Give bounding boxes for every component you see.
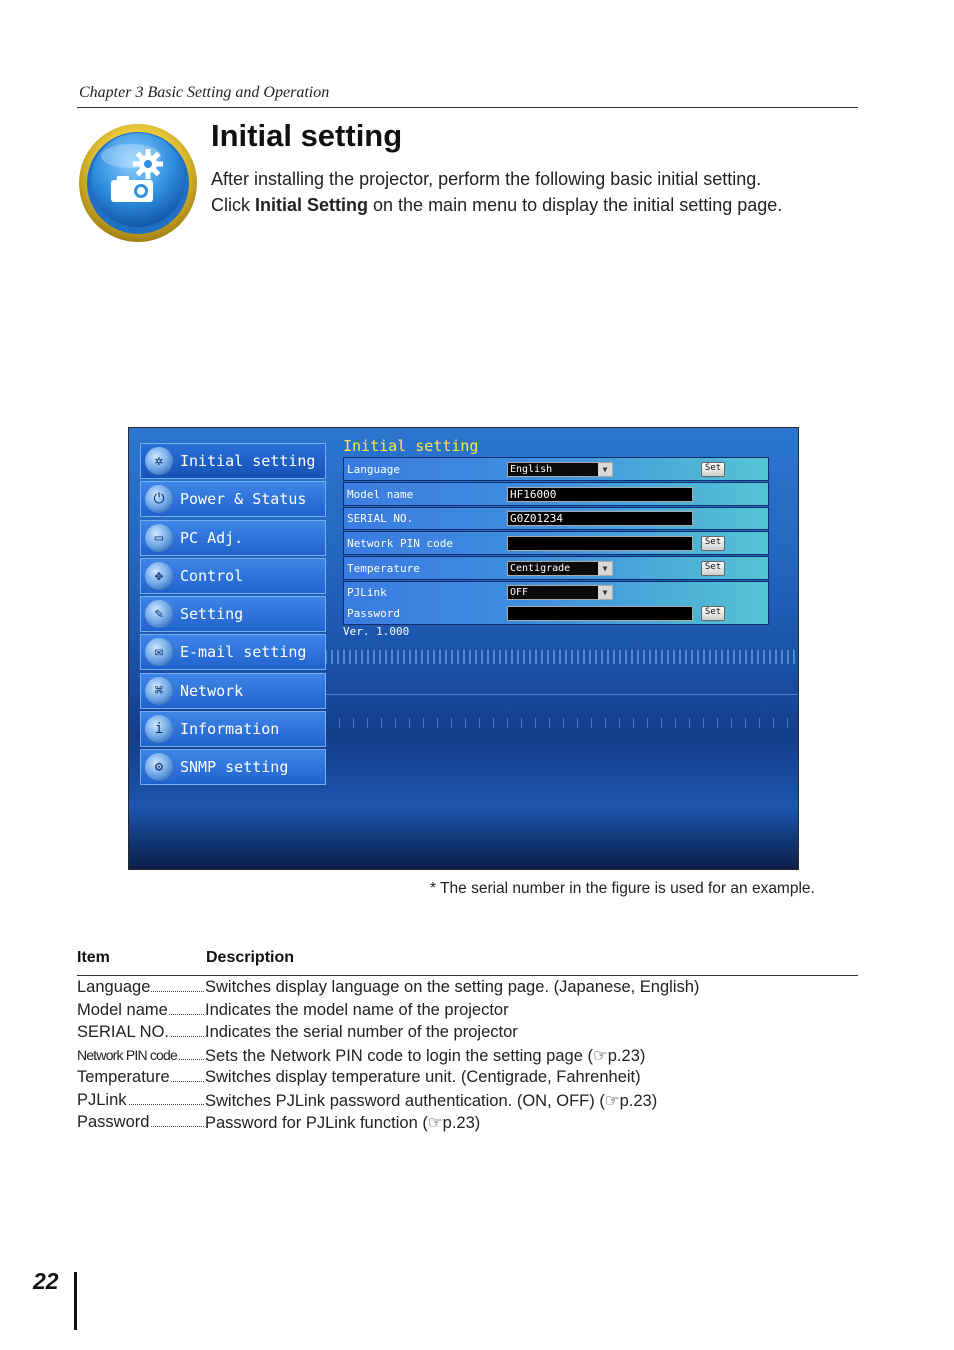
initial-setting-emphasis: Initial Setting [255,195,369,215]
network-pin-input[interactable] [507,536,693,551]
menu-item-network[interactable] [140,673,326,709]
menu-item-power-status[interactable] [140,481,326,517]
menu-item-label: Power & Status [180,490,307,509]
page-number-bar [74,1272,77,1330]
table-row [77,1001,858,1024]
menu-item-label: Information [180,720,280,739]
network-pin-row [343,531,769,555]
table-row [77,1068,858,1091]
decorative-line [325,694,798,695]
table-divider [77,975,858,976]
menu-item-control[interactable] [140,558,326,594]
network-icon: ⌘ [145,677,173,705]
language-label: Language [347,462,400,476]
table-row [77,1113,858,1136]
intro-line-2-prefix: Click [211,195,255,215]
row-item-name: Temperature [77,1068,170,1086]
password-input[interactable] [507,606,693,621]
row-description: Indicates the model name of the projector [205,1000,509,1019]
model-name-control [507,487,693,502]
table-row [77,1023,858,1046]
header-divider [77,107,858,108]
pjlink-select[interactable] [507,585,613,600]
menu-item-label: Initial setting [180,452,316,470]
row-item-name: Network PIN code [77,1046,178,1063]
row-description: Switches display temperature unit. (Centigrade, Fahrenheit) [205,1068,641,1086]
language-control [507,462,693,477]
column-header-description: Description [206,949,295,966]
model-name-label: Model name [347,487,414,501]
row-item-name: SERIAL NO. [77,1023,169,1041]
menu-item-label: Setting [180,605,244,624]
page-number: 22 [33,1268,59,1294]
language-row [343,457,769,481]
password-label: Password [347,607,400,620]
table-row [77,1091,858,1114]
row-item [77,1001,206,1020]
control-pad-icon: ✥ [145,562,173,590]
row-description: Switches display language on the setting page. (Japanese, English) [205,978,700,996]
pjlink-subrow [344,582,768,603]
serial-no-control [507,511,693,526]
menu-item-initial-setting[interactable] [140,443,326,479]
password-subrow [344,603,768,624]
projector-settings-icon [77,122,199,244]
chevron-down-icon: ▼ [598,562,612,575]
decorative-band [325,718,798,728]
main-menu [140,443,326,788]
row-item [77,1113,206,1132]
menu-item-label: PC Adj. [180,528,244,547]
pjlink-label: PJLink [347,586,387,599]
intro-line-2-suffix: on the main menu to display the initial setting page. [368,195,783,215]
row-item-name: Password [77,1113,150,1131]
intro-line-1: After installing the projector, perform the following basic initial setting. [211,169,762,189]
network-pin-control [507,536,693,551]
menu-item-email-setting[interactable] [140,634,326,670]
pjlink-select-value: OFF [510,587,529,598]
menu-item-label: E-mail setting [180,643,307,662]
row-description: Indicates the serial number of the projector [205,1023,518,1041]
serial-no-row [343,507,769,530]
temperature-set-button[interactable]: Set [701,561,725,576]
row-item-name: Language [77,978,151,996]
menu-item-setting[interactable] [140,596,326,632]
intro-text [211,166,782,218]
initial-setting-screenshot [128,427,799,870]
row-item [77,1091,206,1110]
network-pin-label: Network PIN code [347,536,453,550]
column-header-item: Item [77,949,110,966]
settings-form [343,457,769,626]
password-control [507,606,693,621]
version-label: Ver. 1.000 [343,625,410,638]
serial-no-value: G0Z01234 [507,511,693,526]
row-description: Sets the Network PIN code to login the setting page (☞p.23) [205,1046,646,1065]
row-item [77,1023,206,1042]
menu-item-pc-adj[interactable] [140,520,326,556]
decorative-band [325,650,798,664]
pjlink-row [343,581,769,625]
language-select-value: English [510,463,553,475]
envelope-icon: ✉ [145,638,173,666]
model-name-value: HF16000 [507,487,693,502]
pjlink-control [507,585,693,600]
table-row [77,978,858,1001]
temperature-select-value: Centigrade [510,562,571,574]
row-item [77,1068,206,1087]
temperature-label: Temperature [347,561,420,575]
table-row [77,1046,858,1069]
panel-title: Initial setting [343,437,479,455]
password-set-button[interactable]: Set [701,606,725,621]
model-name-row [343,482,769,506]
gear-icon: ✲ [145,447,173,475]
row-item-name: Model name [77,1000,168,1019]
row-description: Switches PJLink password authentication. (ON, OFF) (☞p.23) [205,1091,658,1110]
row-item [77,978,206,997]
temperature-control [507,561,693,576]
menu-item-label: Control [180,566,244,585]
menu-item-snmp-setting[interactable] [140,749,326,785]
figure-caption: * The serial number in the figure is used for an example. [430,880,815,897]
menu-item-label: Network [180,681,244,700]
language-set-button[interactable]: Set [701,462,725,477]
language-select[interactable] [507,462,613,477]
row-item [77,1046,206,1065]
monitor-icon: ▭ [145,524,173,552]
serial-no-label: SERIAL NO. [347,512,414,525]
temperature-row [343,556,769,580]
chapter-header: Chapter 3 Basic Setting and Operation [79,84,330,101]
menu-item-information[interactable] [140,711,326,747]
power-icon: ⏻ [145,485,173,513]
temperature-select[interactable] [507,561,613,576]
wrench-icon: ✎ [145,600,173,628]
intro-line-2 [211,192,782,218]
info-icon: i [145,715,173,743]
menu-item-label: SNMP setting [180,758,289,777]
row-description: Password for PJLink function (☞p.23) [205,1114,481,1132]
page-title: Initial setting [211,118,403,153]
row-item-name: PJLink [77,1090,127,1109]
network-pin-set-button[interactable]: Set [701,536,725,551]
chevron-down-icon: ▼ [598,586,612,599]
snmp-icon: ⚙ [145,753,173,781]
description-table [77,978,858,1136]
chevron-down-icon: ▼ [598,463,612,476]
